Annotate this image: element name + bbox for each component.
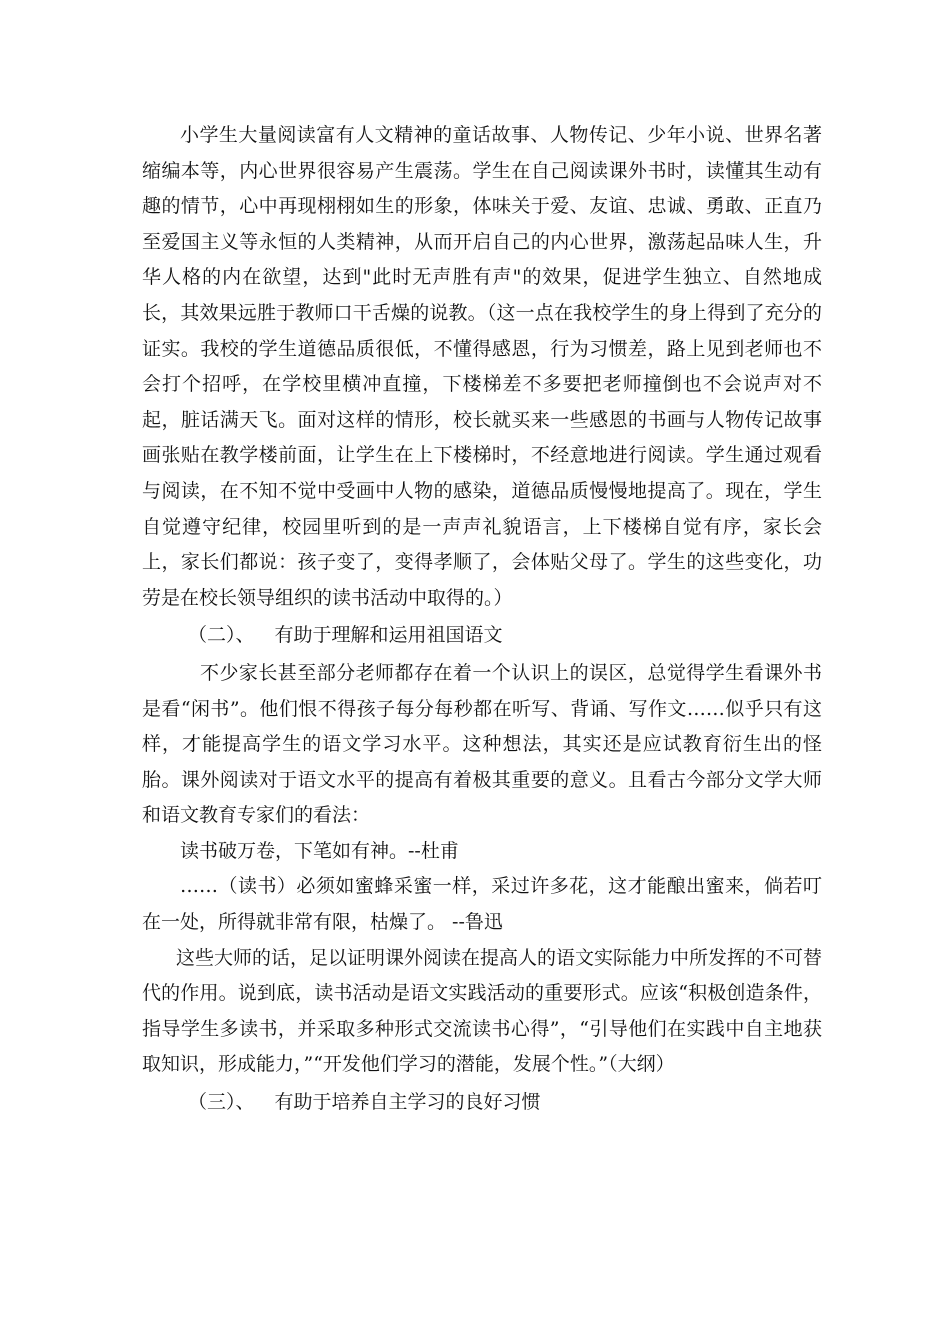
quote-lu-xun: ……（读书）必须如蜜蜂采蜜一样，采过许多花，这才能酿出蜜来，倘若叮在一处，所得就非常有限，枯燥了。 --鲁迅 bbox=[142, 875, 822, 934]
section-heading-two-text: 有助于理解和运用祖国语文 bbox=[274, 624, 503, 647]
document-body bbox=[142, 118, 822, 1123]
section-heading-three-number: （三）、 bbox=[188, 1091, 255, 1114]
quote-du-fu: 读书破万卷，下笔如有神。--杜甫 bbox=[180, 839, 459, 862]
section-heading-three bbox=[142, 1085, 822, 1121]
section-heading-two-number: （二）、 bbox=[188, 624, 255, 647]
section-heading-three-text: 有助于培养自主学习的良好习惯 bbox=[274, 1091, 541, 1114]
section-heading-two bbox=[142, 618, 822, 654]
paragraph-reading-misconception: 不少家长甚至部分老师都存在着一个认识上的误区，总觉得学生看课外书是看“闲书”。他们恨不得孩子每分每秒都在听写、背诵、写作文……似乎只有这样，才能提高学生的语文学习水平。这种想法，其实还是应试教育衍生出的怪胎。课外阅读对于语文水平的提高有着极其重要的意义。且看古今部分文学大师和语文教育专家们的看法： bbox=[142, 661, 822, 827]
paragraph-moral-education: 小学生大量阅读富有人文精神的童话故事、人物传记、少年小说、世界名著缩编本等，内心世界很容易产生震荡。学生在自己阅读课外书时，读懂其生动有趣的情节，心中再现栩栩如生的形象，体味关于爱、友谊、忠诚、勇敢、正直乃至爱国主义等永恒的人类精神，从而开启自己的内心世界，激荡起品味人生，升华人格的内在欲望，达到"此时无声胜有声"的效果，促进学生独立、自然地成长，其效果远胜于教师口干舌燥的说教。（这一点在我校学生的身上得到了充分的证实。我校的学生道德品质很低，不懂得感恩，行为习惯差，路上见到老师也不会打个招呼，在学校里横冲直撞，下楼梯差不多要把老师撞倒也不会说声对不起，脏话满天飞。面对这样的情形，校长就买来一些感恩的书画与人物传记故事画张贴在教学楼前面，让学生在上下楼梯时，不经意地进行阅读。学生通过观看与阅读，在不知不觉中受画中人物的感染，道德品质慢慢地提高了。现在，学生自觉遵守纪律，校园里听到的是一声声礼貌语言，上下楼梯自觉有序，家长会上，家长们都说：孩子变了，变得孝顺了，会体贴父母了。学生的这些变化，功劳是在校长领导组织的读书活动中取得的。） bbox=[142, 124, 822, 609]
paragraph-masters-conclusion: 这些大师的话，足以证明课外阅读在提高人的语文实际能力中所发挥的不可替代的作用。说到底，读书活动是语文实践活动的重要形式。应该“积极创造条件，指导学生多读书，并采取多种形式交流读书心得”，“引导他们在实践中自主地获取知识，形成能力，”“开发他们学习的潜能，发展个性。”（大纲） bbox=[142, 946, 823, 1076]
